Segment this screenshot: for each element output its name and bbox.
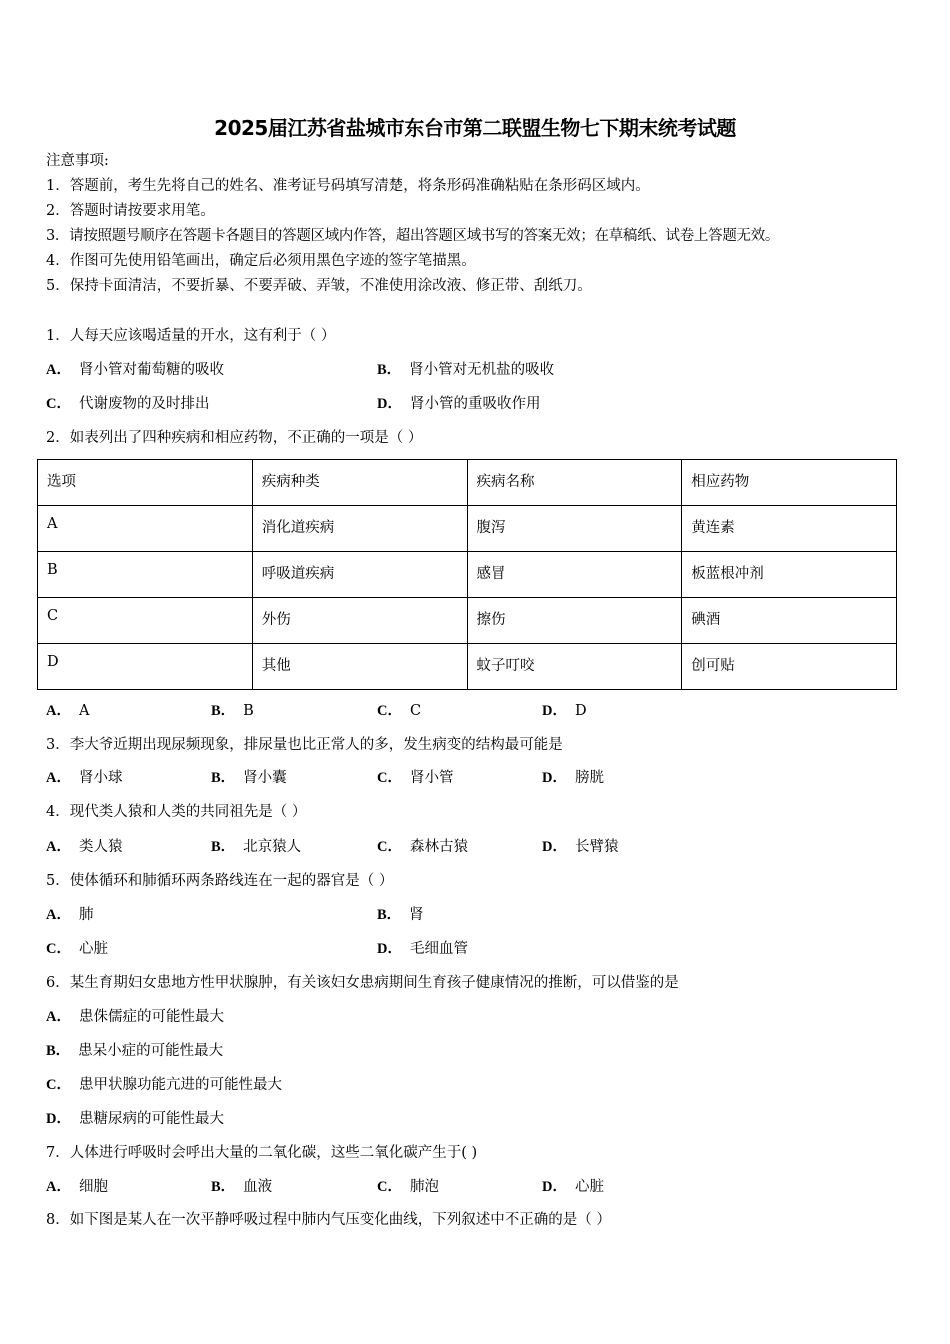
question-stem: 2．如表列出了四种疾病和相应药物，不正确的一项是（ ）	[46, 430, 423, 446]
notice-item: 4．作图可先使用铅笔画出，确定后必须用黑色字迹的签字笔描黑。	[46, 253, 476, 269]
option: C． C	[377, 703, 422, 719]
notice-item: 5．保持卡面清洁，不要折暴、不要弄破、弄皱，不准使用涂改液、修正带、刮纸刀。	[46, 278, 592, 294]
option: A． 肺	[46, 907, 94, 923]
table-header: 疾病种类	[252, 460, 467, 506]
option: C． 代谢废物的及时排出	[46, 396, 210, 412]
option: A． 患侏儒症的可能性最大	[46, 1009, 224, 1025]
table-cell: 腹泻	[467, 506, 682, 552]
table-row	[38, 598, 897, 644]
table-header: 相应药物	[682, 460, 897, 506]
option: B． 北京猿人	[211, 839, 302, 855]
option: B． 肾	[377, 907, 424, 923]
table-cell: 感冒	[467, 552, 682, 598]
option: A． 肾小球	[46, 770, 123, 786]
option: B． 肾小囊	[211, 770, 287, 786]
question-stem: 1．人每天应该喝适量的开水，这有利于（ ）	[46, 328, 336, 344]
table-cell: A	[38, 506, 253, 552]
option: B． 血液	[211, 1179, 273, 1195]
table-cell: 呼吸道疾病	[252, 552, 467, 598]
table-cell: 板蓝根冲剂	[682, 552, 897, 598]
option: A． 类人猿	[46, 839, 123, 855]
option: D． 长臂猿	[542, 839, 619, 855]
table-cell: 外伤	[252, 598, 467, 644]
table-header-row	[38, 460, 897, 506]
table-cell: 碘酒	[682, 598, 897, 644]
table-cell: 消化道疾病	[252, 506, 467, 552]
page-title: 2025届江苏省盐城市东台市第二联盟生物七下期末统考试题	[214, 116, 736, 140]
question-stem: 7．人体进行呼吸时会呼出大量的二氧化碳，这些二氧化碳产生于( )	[46, 1145, 478, 1161]
question-stem: 3．李大爷近期出现尿频现象，排尿量也比正常人的多，发生病变的结构最可能是	[46, 737, 563, 753]
notice-item: 1．答题前，考生先将自己的姓名、准考证号码填写清楚，将条形码准确粘贴在条形码区域内。	[46, 178, 650, 194]
table-cell: 其他	[252, 644, 467, 690]
table-cell: 黄连素	[682, 506, 897, 552]
option: D． 毛细血管	[377, 941, 468, 957]
table-cell: C	[38, 598, 253, 644]
option: B． 肾小管对无机盐的吸收	[377, 362, 555, 378]
option: D． D	[542, 703, 587, 719]
question-stem: 8．如下图是某人在一次平静呼吸过程中肺内气压变化曲线，下列叙述中不正确的是（ ）	[46, 1212, 611, 1228]
notice-item: 3．请按照题号顺序在答题卡各题目的答题区域内作答，超出答题区域书写的答案无效；在草稿纸、试卷上答题无效。	[46, 228, 780, 244]
table-header: 选项	[38, 460, 253, 506]
option: D． 肾小管的重吸收作用	[377, 396, 541, 412]
option: D． 心脏	[542, 1179, 604, 1195]
table-cell: B	[38, 552, 253, 598]
table-row	[38, 552, 897, 598]
table-cell: 蚊子叮咬	[467, 644, 682, 690]
option: A． 细胞	[46, 1179, 108, 1195]
option: B． 患呆小症的可能性最大	[46, 1043, 224, 1059]
option: B． B	[211, 703, 254, 719]
question-stem: 5．使体循环和肺循环两条路线连在一起的器官是（ ）	[46, 873, 394, 889]
option: C． 患甲状腺功能亢进的可能性最大	[46, 1077, 282, 1093]
option: A． A	[46, 703, 90, 719]
notice-heading: 注意事项:	[46, 153, 109, 169]
option: D． 患糖尿病的可能性最大	[46, 1111, 224, 1127]
disease-drug-table	[37, 459, 897, 690]
question-stem: 6．某生育期妇女患地方性甲状腺肿，有关该妇女患病期间生育孩子健康情况的推断，可以借鉴的是	[46, 975, 679, 991]
option: A． 肾小管对葡萄糖的吸收	[46, 362, 224, 378]
option: C． 心脏	[46, 941, 108, 957]
question-stem: 4．现代类人猿和人类的共同祖先是（ ）	[46, 804, 307, 820]
table-row	[38, 644, 897, 690]
table-header: 疾病名称	[467, 460, 682, 506]
option: C． 肾小管	[377, 770, 454, 786]
table-cell: 创可贴	[682, 644, 897, 690]
table-cell: D	[38, 644, 253, 690]
table-row	[38, 506, 897, 552]
notice-item: 2．答题时请按要求用笔。	[46, 203, 215, 219]
option: C． 肺泡	[377, 1179, 439, 1195]
table-cell: 擦伤	[467, 598, 682, 644]
option: C． 森林古猿	[377, 839, 468, 855]
option: D． 膀胱	[542, 770, 604, 786]
